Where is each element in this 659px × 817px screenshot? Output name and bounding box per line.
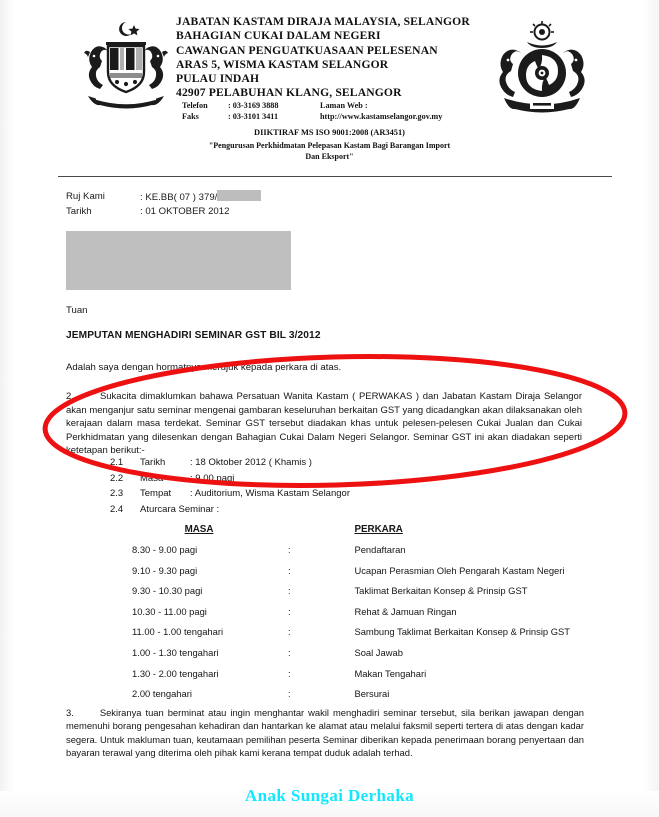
iso-quote-line-2: Dan Eksport": [305, 152, 354, 161]
detail-key: Tempat: [140, 488, 172, 500]
salutation: Tuan: [66, 305, 88, 316]
detail-value: : 9.00 pagi: [190, 472, 235, 484]
agenda-separator: :: [288, 688, 291, 700]
web-value: http://www.kastamselangor.gov.my: [320, 112, 443, 121]
list-item: [110, 504, 350, 520]
fax-label: Faks: [182, 112, 199, 121]
letter-subject-title: JEMPUTAN MENGHADIRI SEMINAR GST BIL 3/2012: [66, 330, 321, 341]
agenda-time: 10.30 - 11.00 pagi: [132, 605, 207, 617]
detail-index: 2.2: [110, 472, 124, 484]
agenda-item: Sambung Taklimat Berkaitan Konsep & Prinsip GST: [354, 626, 570, 638]
malaysia-coat-of-arms-logo: [72, 16, 180, 120]
org-line-4: ARAS 5, WISMA KASTAM SELANGOR: [176, 57, 389, 71]
royal-malaysian-customs-logo: [494, 18, 590, 120]
agenda-item: Soal Jawab: [354, 646, 403, 658]
paragraph-3-text: Sekiranya tuan berminat atau ingin menghantar wakil menghadiri seminar tersebut, sila berikan jawapan dengan memenuhi borang pengesahan kehadiran dan hantarkan ke alamat atau melalui faksmil seperti tertera di atas dengan kadar segera. Untuk makluman tuan, keutamaan pemilihan peserta Seminar diberikan kepada penerimaan borang penyertaan dan bayaran terawal yang diterima oleh pihak kami kerana tempat duduk adalah terhad.: [66, 707, 584, 759]
web-label: Laman Web :: [320, 101, 368, 110]
letter-date-value: : 01 OKTOBER 2012: [140, 206, 230, 217]
iso-certification-line: DIIKTIRAF MS ISO 9001:2008 (AR3451): [254, 128, 405, 137]
list-item: [110, 473, 350, 489]
detail-index: 2.1: [110, 457, 124, 468]
agenda-time: 8.30 - 9.00 pagi: [132, 544, 198, 555]
letterhead: [0, 0, 659, 176]
agenda-separator: :: [288, 626, 291, 638]
phone-label: Telefon: [182, 101, 208, 110]
paragraph-2-number: 2.: [66, 391, 74, 402]
org-line-3: CAWANGAN PENGUATKUASAAN PELESENAN: [176, 43, 438, 57]
iso-scope-quote: [0, 140, 659, 162]
table-header-row: [110, 524, 570, 544]
detail-index: 2.4: [110, 503, 124, 515]
reference-block: [66, 190, 261, 219]
agenda-time: 9.10 - 9.30 pagi: [132, 564, 198, 576]
paragraph-3-number: 3.: [66, 707, 74, 718]
agenda-time: 2.00 tengahari: [132, 688, 192, 700]
org-line-6: 42907 PELABUHAN KLANG, SELANGOR: [176, 86, 402, 100]
agenda-separator: :: [288, 646, 291, 658]
agenda-separator: :: [288, 544, 291, 555]
reference-number-value: [140, 190, 261, 205]
detail-key: Masa: [140, 472, 164, 484]
column-header-item: PERKARA: [354, 524, 403, 535]
seminar-details-list: [110, 457, 350, 519]
reference-number-text: : KE.BB( 07 ) 379/: [140, 192, 218, 203]
reference-number-label: Ruj Kami: [66, 191, 105, 202]
column-header-separator: [288, 524, 316, 544]
letter-date-label: Tarikh: [66, 206, 92, 217]
org-line-2: BAHAGIAN CUKAI DALAM NEGERI: [176, 29, 381, 43]
detail-value: : Auditorium, Wisma Kastam Selangor: [190, 488, 350, 500]
recipient-address-redaction: [66, 231, 291, 290]
org-line-1: JABATAN KASTAM DIRAJA MALAYSIA, SELANGOR: [176, 15, 470, 28]
column-header-time: MASA: [184, 524, 214, 535]
fax-value: : 03-3101 3411: [228, 112, 279, 121]
agenda-item: Bersurai: [354, 688, 390, 700]
paragraph-2-text: Sukacita dimaklumkan bahawa Persatuan Wanita Kastam ( PERWAKAS ) dan Jabatan Kastam Diraja Selangor akan menganjur satu seminar mengenai gambaran keseluruhan berkaitan GST yang dicadangkan akan dilaksanakan oleh kerajaan dalam masa terdekat. Seminar GST tersebut diadakan khas untuk pelesen-pelesen Cukai Jualan dan Cukai Perkhidmatan yang dilesenkan dengan Bahagian Cukai Dalam Negeri Selangor. Seminar GST ini akan diadakan seperti ketetapan berikut:-: [66, 391, 582, 457]
table-row: [110, 647, 570, 668]
agenda-separator: :: [288, 667, 291, 679]
agenda-separator: :: [288, 605, 291, 617]
agenda-item: Taklimat Berkaitan Konsep & Prinsip GST: [354, 585, 528, 597]
agenda-item: Ucapan Perasmian Oleh Pengarah Kastam Negeri: [354, 564, 565, 576]
agenda-item: Pendaftaran: [354, 544, 406, 555]
agenda-item: Rehat & Jamuan Ringan: [354, 605, 457, 617]
paragraph-1: Adalah saya dengan hormatnya merujuk kepada perkara di atas.: [66, 362, 342, 373]
phone-value: : 03-3169 3888: [228, 101, 279, 110]
list-item: [110, 457, 350, 473]
web-value-spacer: [378, 100, 442, 111]
reference-redaction: [217, 190, 261, 201]
agenda-time: 1.30 - 2.00 tengahari: [132, 667, 219, 679]
list-item: [110, 488, 350, 504]
watermark-text: Anak Sungai Derhaka: [244, 786, 415, 805]
table-row: [110, 544, 570, 565]
detail-value: : 18 Oktober 2012 ( Khamis ): [190, 457, 312, 468]
agenda-time: 11.00 - 1.00 tengahari: [132, 626, 224, 638]
table-row: [110, 668, 570, 689]
table-row: [110, 565, 570, 586]
paragraph-3: [66, 706, 584, 760]
organisation-address-lines: [176, 15, 496, 101]
agenda-time: 9.30 - 10.30 pagi: [132, 585, 203, 597]
detail-key: Aturcara Seminar :: [140, 503, 220, 515]
table-row: [110, 626, 570, 647]
detail-index: 2.3: [110, 488, 124, 500]
agenda-time: 1.00 - 1.30 tengahari: [132, 646, 219, 658]
seminar-agenda-table: [110, 524, 570, 709]
iso-quote-line-1: "Pengurusan Perkhidmatan Pelepasan Kastam Bagi Barangan Import: [208, 141, 451, 150]
header-divider: [58, 176, 612, 177]
detail-key: Tarikh: [140, 457, 166, 468]
paragraph-2: [66, 390, 582, 458]
org-line-5: PULAU INDAH: [176, 72, 260, 86]
agenda-separator: :: [288, 585, 291, 597]
agenda-item: Makan Tengahari: [354, 667, 427, 679]
contact-details: [182, 100, 442, 122]
table-row: [110, 606, 570, 627]
agenda-separator: :: [288, 564, 291, 576]
table-row: [110, 585, 570, 606]
